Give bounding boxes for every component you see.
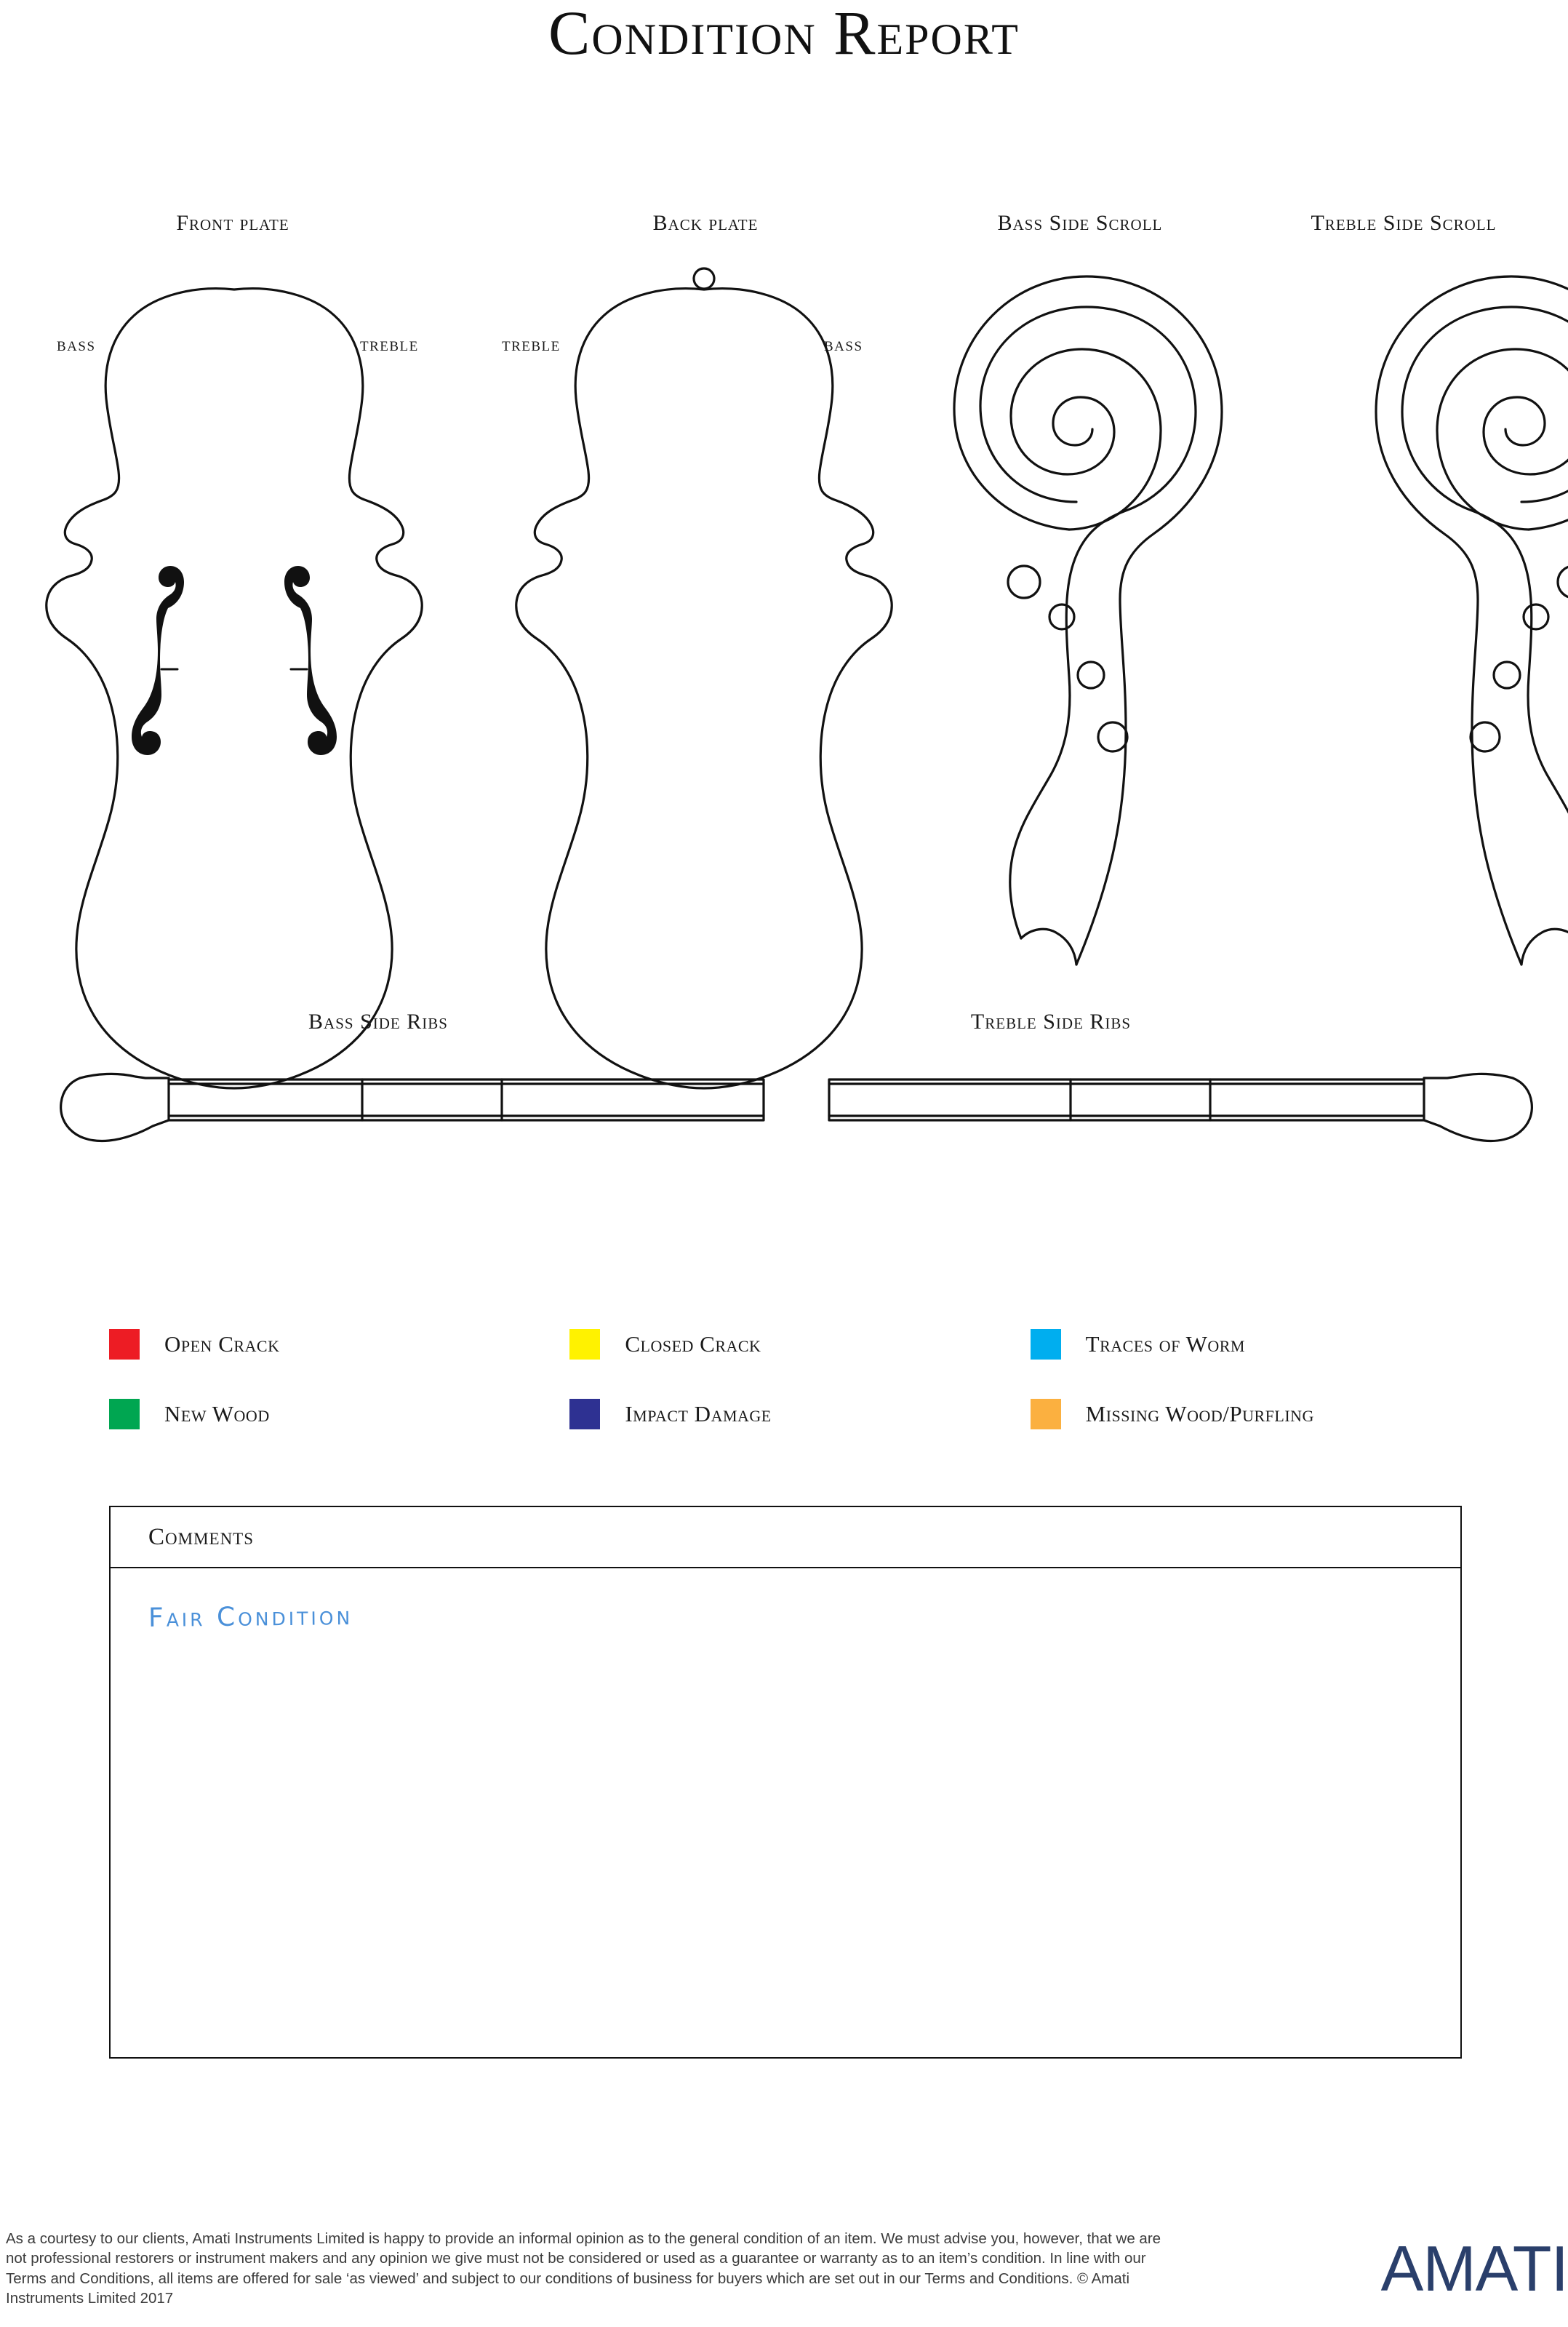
swatch-new-wood [109, 1399, 140, 1429]
diagram-label-front-plate: Front plate [176, 211, 289, 235]
front-plate-outline [47, 289, 422, 1088]
swatch-traces-of-worm [1031, 1329, 1061, 1360]
legend-item-traces-of-worm [1031, 1329, 1491, 1360]
page-title: Condition Report [548, 0, 1020, 68]
diagram-label-back-plate: Back plate [652, 211, 759, 235]
legend-label-open-crack: Open Crack [164, 1331, 280, 1357]
ribs-diagrams [0, 1040, 1568, 1186]
swatch-closed-crack [569, 1329, 600, 1360]
legend-label-traces-of-worm: Traces of Worm [1085, 1331, 1245, 1357]
swatch-impact-damage [569, 1399, 600, 1429]
swatch-open-crack [109, 1329, 140, 1360]
legend-label-closed-crack: Closed Crack [625, 1331, 761, 1357]
comments-value: Fair Condition [148, 1601, 353, 1633]
back-plate-outline [516, 268, 892, 1088]
amati-logo: AMATI [1380, 2232, 1568, 2304]
comments-body[interactable] [111, 1568, 1460, 1668]
diagram-label-bass-side-scroll: Bass Side Scroll [997, 211, 1163, 235]
comments-header [111, 1507, 1460, 1568]
diagram-label-treble-side-scroll: Treble Side Scroll [1311, 211, 1497, 235]
legend-item-new-wood [109, 1399, 569, 1429]
damage-legend [109, 1309, 1491, 1449]
comments-box[interactable] [109, 1506, 1462, 2059]
legend-item-open-crack [109, 1329, 569, 1360]
footer-disclaimer: As a courtesy to our clients, Amati Instruments Limited is happy to provide an informal opinion as to the general condition of an item. We must advise you, however, that we are not professional restorers or instrument makers and any opinion we give must not be considered or used as a guarantee or warranty as to an item’s condition. In line with our Terms and Conditions, all items are offered for sale ‘as viewed’ and subject to our conditions of business for buyers which are set out in our Terms and Conditions. © Amati Instruments Limited 2017 [6, 2230, 1161, 2307]
legend-item-missing-wood-purfling [1031, 1399, 1491, 1429]
back-plate-treble-tag: TREBLE [502, 339, 561, 354]
legend-label-new-wood: New Wood [164, 1401, 270, 1426]
legend-label-impact-damage: Impact Damage [625, 1401, 772, 1426]
front-plate-f-holes [132, 566, 337, 755]
bass-side-ribs-outline [61, 1074, 764, 1141]
bass-side-scroll-outline [954, 276, 1222, 965]
diagram-label-bass-side-ribs: Bass Side Ribs [308, 1010, 448, 1034]
treble-side-scroll-outline [1376, 276, 1568, 965]
footer [6, 2229, 1169, 2308]
legend-item-closed-crack [569, 1329, 1030, 1360]
diagram-label-treble-side-ribs: Treble Side Ribs [970, 1010, 1132, 1034]
front-plate-treble-tag: TREBLE [360, 339, 419, 354]
comments-header-label: Comments [148, 1523, 255, 1550]
treble-side-ribs-outline [829, 1074, 1532, 1141]
legend-label-missing-wood-purfling: Missing Wood/Purfling [1085, 1401, 1314, 1426]
swatch-missing-wood-purfling [1031, 1399, 1061, 1429]
front-plate-bass-tag: BASS [57, 339, 96, 354]
back-plate-bass-tag: BASS [824, 339, 863, 354]
legend-item-impact-damage [569, 1399, 1030, 1429]
